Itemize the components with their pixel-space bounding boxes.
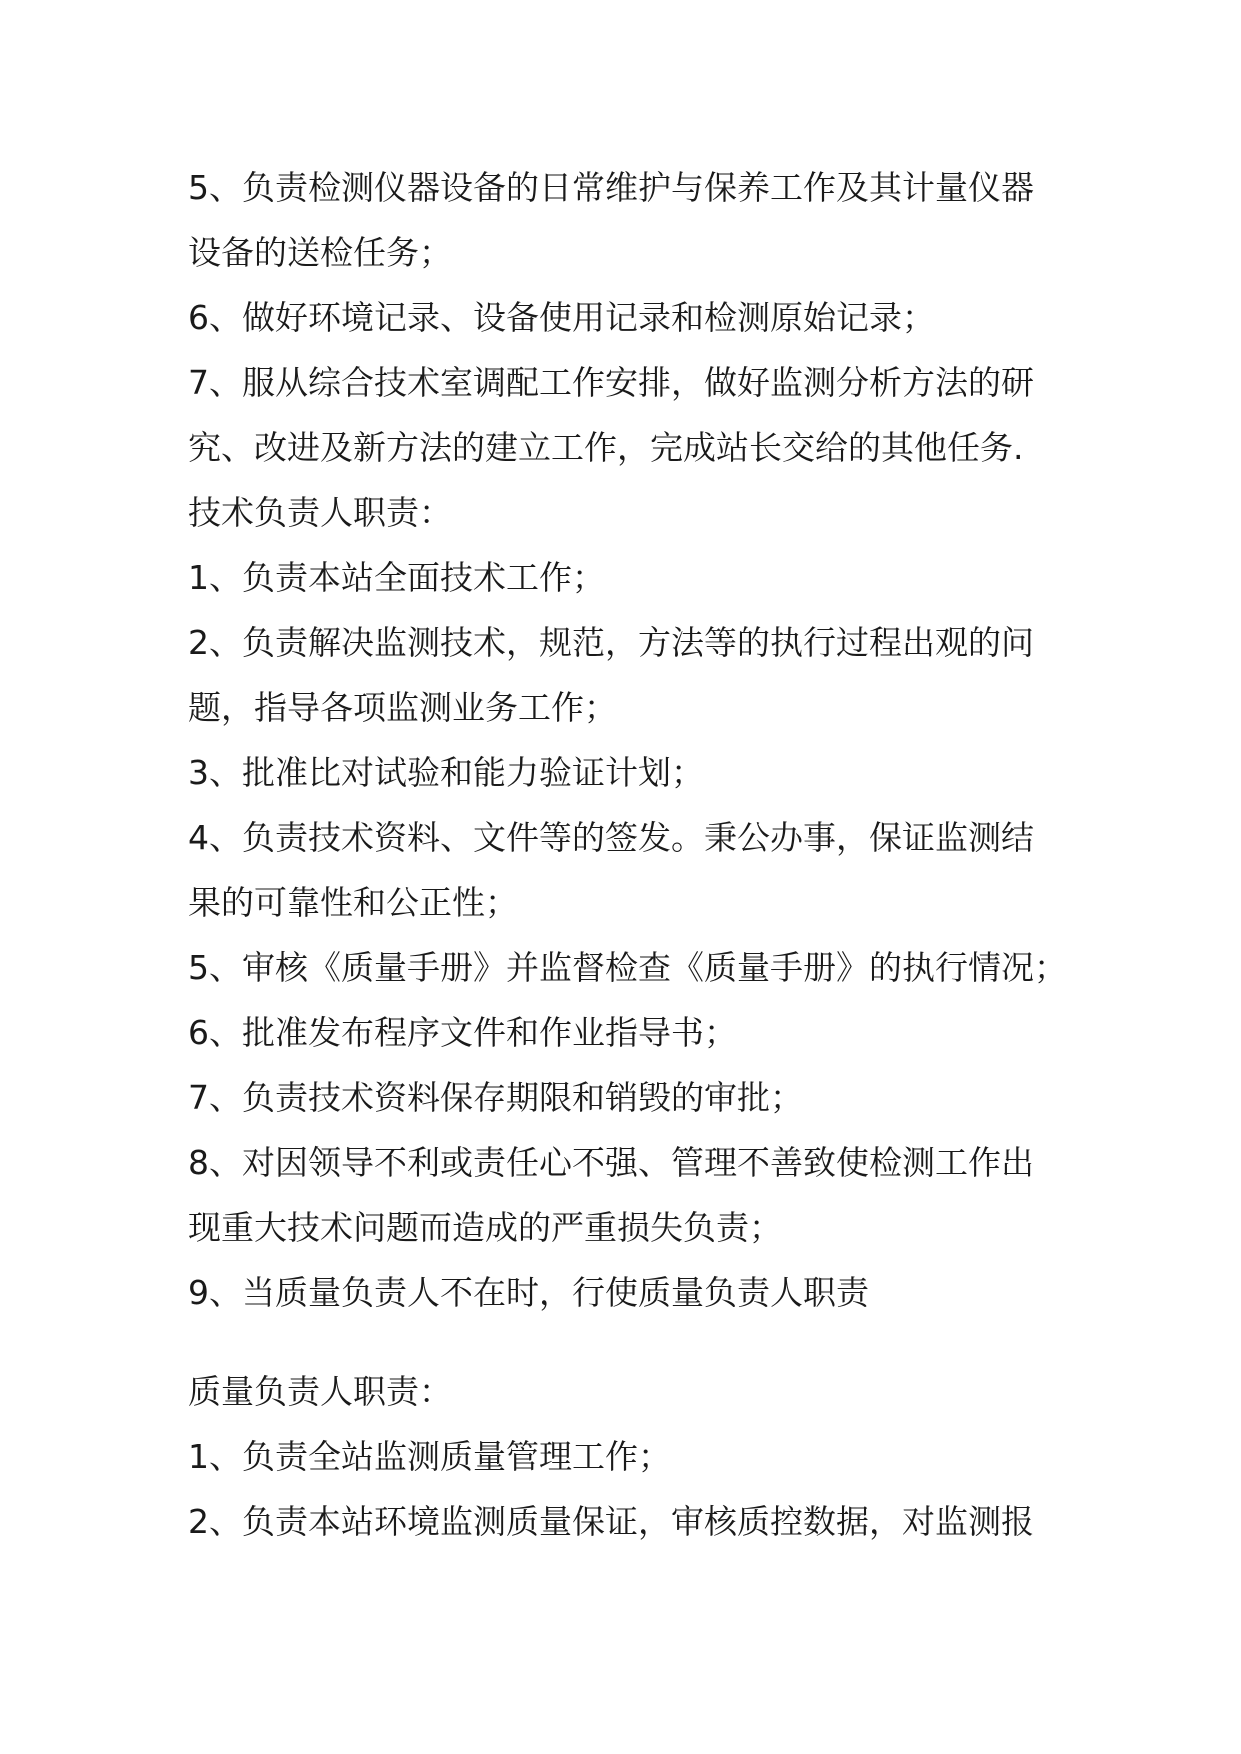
text-line: 1、负责全站监测质量管理工作； xyxy=(188,1437,671,1476)
text-line: 5、审核《质量手册》并监督检查《质量手册》的执行情况； xyxy=(188,948,1067,987)
text-line: 9、当质量负责人不在时，行使质量负责人职责 xyxy=(188,1273,869,1312)
text-line: 6、做好环境记录、设备使用记录和检测原始记录； xyxy=(188,298,935,337)
text-line: 4、负责技术资料、文件等的签发。秉公办事，保证监测结 xyxy=(188,818,1034,857)
text-line: 5、负责检测仪器设备的日常维护与保养工作及其计量仪器 xyxy=(188,168,1034,207)
text-line: 设备的送检任务； xyxy=(188,233,452,272)
text-line: 1、负责本站全面技术工作； xyxy=(188,558,605,597)
text-line: 7、负责技术资料保存期限和销毁的审批； xyxy=(188,1078,803,1117)
section-heading: 技术负责人职责： xyxy=(188,493,452,532)
text-line: 2、负责本站环境监测质量保证，审核质控数据，对监测报 xyxy=(188,1502,1034,1541)
text-line: 题，指导各项监测业务工作； xyxy=(188,688,617,727)
text-line: 究、改进及新方法的建立工作，完成站长交给的其他任务. xyxy=(188,428,1024,467)
document-page xyxy=(188,155,1068,1554)
text-line: 果的可靠性和公正性； xyxy=(188,883,518,922)
text-line: 3、批准比对试验和能力验证计划； xyxy=(188,753,704,792)
section-heading: 质量负责人职责： xyxy=(188,1372,452,1411)
text-line: 6、批准发布程序文件和作业指导书； xyxy=(188,1013,737,1052)
text-line: 7、服从综合技术室调配工作安排，做好监测分析方法的研 xyxy=(188,363,1034,402)
text-line: 2、负责解决监测技术，规范，方法等的执行过程出观的问 xyxy=(188,623,1034,662)
paragraph-gap xyxy=(188,1325,1068,1359)
text-line: 8、对因领导不利或责任心不强、管理不善致使检测工作出 xyxy=(188,1143,1034,1182)
text-line: 现重大技术问题而造成的严重损失负责； xyxy=(188,1208,782,1247)
